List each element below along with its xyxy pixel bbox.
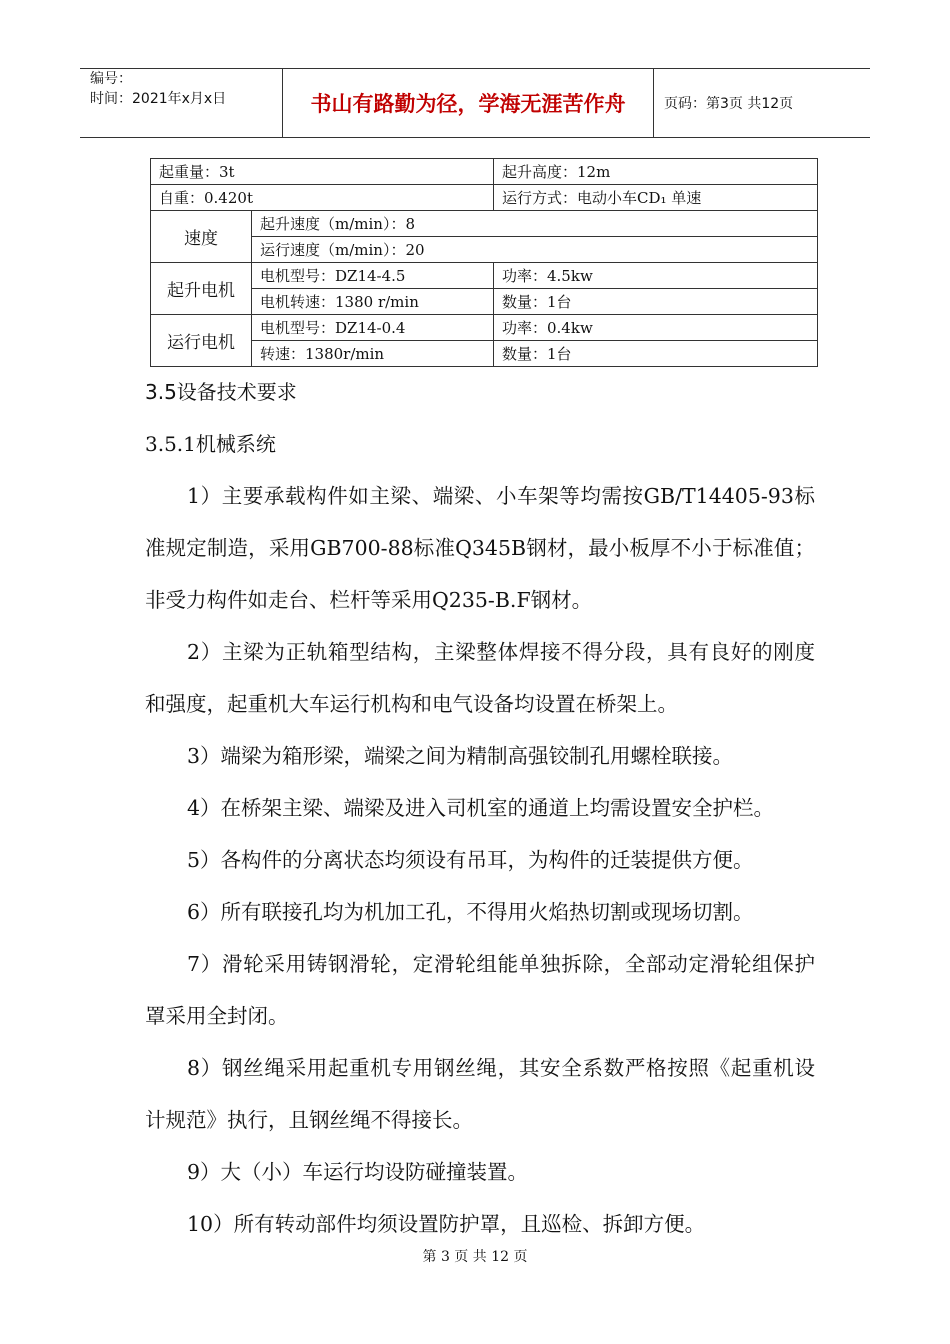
list-item: 10）所有转动部件均须设置防护罩，且巡检、拆卸方便。 xyxy=(187,1212,706,1236)
table-cell: 起升高度：12m xyxy=(494,159,818,185)
table-group-label: 运行电机 xyxy=(151,315,252,367)
table-row xyxy=(151,315,818,341)
list-item: 4）在桥架主梁、端梁及进入司机室的通道上均需设置安全护栏。 xyxy=(187,796,775,820)
list-item: 5）各构件的分离状态均须设有吊耳，为构件的迁装提供方便。 xyxy=(187,848,754,872)
doc-number-label: 编号： xyxy=(90,71,132,87)
section-subtitle: 3.5.1机械系统 xyxy=(145,432,276,456)
table-group-label: 速度 xyxy=(151,211,252,263)
list-item: 6）所有联接孔均为机加工孔，不得用火焰热切割或现场切割。 xyxy=(187,900,754,924)
header-page-label: 页码：第3页 共12页 xyxy=(664,96,794,112)
table-cell: 起重量：3t xyxy=(151,159,494,185)
table-row xyxy=(151,211,818,237)
table-row xyxy=(151,185,818,211)
table-cell: 起升速度（m/min）：8 xyxy=(252,211,818,237)
table-cell: 运行方式：电动小车CD₁ 单速 xyxy=(494,185,818,211)
list-item: 8）钢丝绳采用起重机专用钢丝绳，其安全系数严格按照《起重机设计规范》执行，且钢丝绳不得接长。 xyxy=(145,1056,815,1132)
spec-table xyxy=(150,158,818,367)
table-cell: 电机型号：DZ14-0.4 xyxy=(252,315,494,341)
list-item: 1）主要承载构件如主梁、端梁、小车架等均需按GB/T14405-93标准规定制造，采用GB700-88标准Q345B钢材，最小板厚不小于标准值；非受力构件如走台、栏杆等采用Q235-B.F钢材。 xyxy=(145,484,815,612)
doc-time-label: 时间：2021年x月x日 xyxy=(90,91,227,107)
table-cell: 自重：0.420t xyxy=(151,185,494,211)
page-header xyxy=(80,68,870,138)
table-row xyxy=(151,159,818,185)
table-cell: 数量：1台 xyxy=(494,289,818,315)
header-motto: 书山有路勤为径，学海无涯苦作舟 xyxy=(282,69,654,137)
page-footer: 第 3 页 共 12 页 xyxy=(422,1249,528,1265)
table-row xyxy=(151,263,818,289)
table-cell: 功率：0.4kw xyxy=(494,315,818,341)
table-cell: 功率：4.5kw xyxy=(494,263,818,289)
list-item: 3）端梁为箱形梁，端梁之间为精制高强铰制孔用螺栓联接。 xyxy=(187,744,734,768)
table-cell: 数量：1台 xyxy=(494,341,818,367)
table-row xyxy=(151,237,818,263)
list-item: 9）大（小）车运行均设防碰撞装置。 xyxy=(187,1160,529,1184)
table-row xyxy=(151,341,818,367)
header-meta xyxy=(80,69,280,137)
list-item: 7）滑轮采用铸钢滑轮，定滑轮组能单独拆除，全部动定滑轮组保护罩采用全封闭。 xyxy=(145,952,815,1028)
table-row xyxy=(151,289,818,315)
table-cell: 电机型号：DZ14-4.5 xyxy=(252,263,494,289)
list-item: 2）主梁为正轨箱型结构，主梁整体焊接不得分段，具有良好的刚度和强度，起重机大车运行机构和电气设备均设置在桥架上。 xyxy=(145,640,815,716)
section-title: 3.5设备技术要求 xyxy=(145,380,297,404)
table-cell: 电机转速：1380 r/min xyxy=(252,289,494,315)
table-cell: 运行速度（m/min）：20 xyxy=(252,237,818,263)
table-cell: 转速：1380r/min xyxy=(252,341,494,367)
table-group-label: 起升电机 xyxy=(151,263,252,315)
